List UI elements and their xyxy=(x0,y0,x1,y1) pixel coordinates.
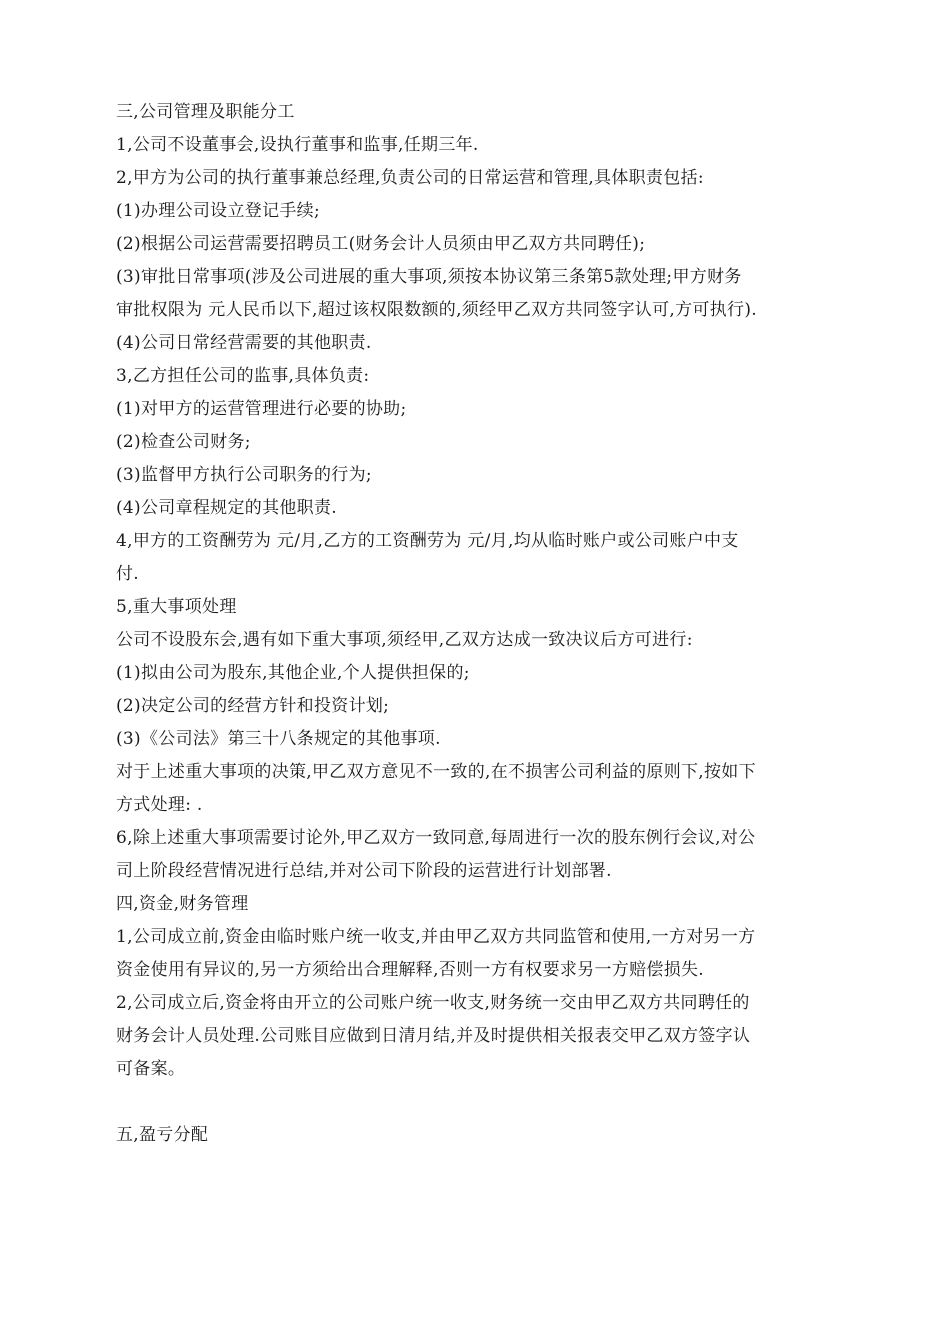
blank-line xyxy=(116,1086,836,1119)
list-item: (2)检查公司财务; xyxy=(116,432,251,452)
paragraph-line: 2,甲方为公司的执行董事兼总经理,负责公司的日常运营和管理,具体职责包括: xyxy=(116,168,704,188)
paragraph-line: 3,乙方担任公司的监事,具体负责: xyxy=(116,366,370,386)
paragraph-line: 1,公司不设董事会,设执行董事和监事,任期三年. xyxy=(116,135,479,155)
paragraph-line: 对于上述重大事项的决策,甲乙双方意见不一致的,在不损害公司利益的原则下,按如下 xyxy=(116,762,756,782)
list-item: (2)根据公司运营需要招聘员工(财务会计人员须由甲乙双方共同聘任); xyxy=(116,234,646,254)
list-item: (2)决定公司的经营方针和投资计划; xyxy=(116,696,390,716)
paragraph-line: 资金使用有异议的,另一方须给出合理解释,否则一方有权要求另一方赔偿损失. xyxy=(116,960,705,980)
paragraph-line: 可备案。 xyxy=(116,1059,186,1079)
list-item: (1)办理公司设立登记手续; xyxy=(116,201,321,221)
paragraph-line: 4,甲方的工资酬劳为 元/月,乙方的工资酬劳为 元/月,均从临时账户或公司账户中支 xyxy=(116,531,739,551)
paragraph-line: 方式处理: . xyxy=(116,795,203,815)
paragraph-line: 6,除上述重大事项需要讨论外,甲乙双方一致同意,每周进行一次的股东例行会议,对公 xyxy=(116,828,756,848)
list-item: (3)《公司法》第三十八条规定的其他事项. xyxy=(116,729,441,749)
document-body xyxy=(116,96,836,1152)
section-heading: 五,盈亏分配 xyxy=(116,1125,209,1145)
paragraph-line: 1,公司成立前,资金由临时账户统一收支,并由甲乙双方共同监管和使用,一方对另一方 xyxy=(116,927,756,947)
list-item: (1)对甲方的运营管理进行必要的协助; xyxy=(116,399,407,419)
paragraph-line: 财务会计人员处理.公司账目应做到日清月结,并及时提供相关报表交甲乙双方签字认 xyxy=(116,1026,751,1046)
subsection-heading: 5,重大事项处理 xyxy=(116,597,237,617)
list-item: (3)审批日常事项(涉及公司进展的重大事项,须按本协议第三条第5款处理;甲方财务 xyxy=(116,267,742,287)
paragraph-line: 司上阶段经营情况进行总结,并对公司下阶段的运营进行计划部署. xyxy=(116,861,612,881)
list-item: (1)拟由公司为股东,其他企业,个人提供担保的; xyxy=(116,663,470,683)
paragraph-line: 公司不设股东会,遇有如下重大事项,须经甲,乙双方达成一致决议后方可进行: xyxy=(116,630,693,650)
list-item: (3)监督甲方执行公司职务的行为; xyxy=(116,465,372,485)
paragraph-line: 2,公司成立后,资金将由开立的公司账户统一收支,财务统一交由甲乙双方共同聘任的 xyxy=(116,993,750,1013)
list-item: (4)公司章程规定的其他职责. xyxy=(116,498,337,518)
paragraph-line: 付. xyxy=(116,564,140,584)
list-item: (4)公司日常经营需要的其他职责. xyxy=(116,333,372,353)
list-item-continuation: 审批权限为 元人民币以下,超过该权限数额的,须经甲乙双方共同签字认可,方可执行). xyxy=(116,300,757,320)
section-heading: 四,资金,财务管理 xyxy=(116,894,249,914)
section-heading: 三,公司管理及职能分工 xyxy=(116,102,295,122)
